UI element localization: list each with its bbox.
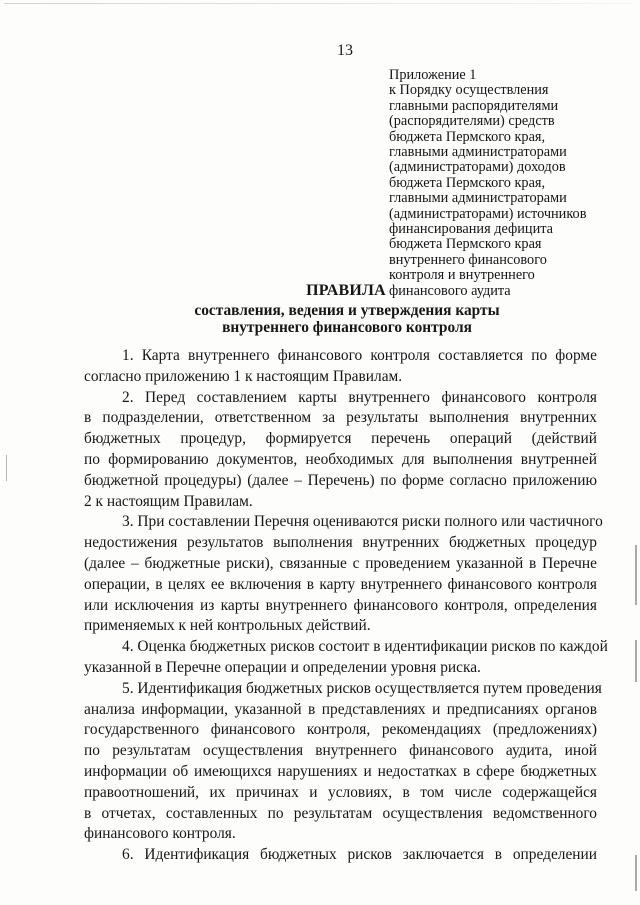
appendix-line: (администраторами) доходов bbox=[389, 159, 566, 176]
appendix-note bbox=[389, 68, 629, 299]
appendix-line: бюджета Пермского края, bbox=[389, 128, 546, 145]
paragraph-3 bbox=[84, 512, 603, 637]
paragraph-line: 2. Перед составлением карты внутреннего финансового контроля bbox=[122, 388, 597, 406]
paragraph-line: 6. Идентификация бюджетных рисков заключается в определении bbox=[122, 846, 597, 864]
scan-artifact-left-mark bbox=[6, 455, 7, 481]
paragraph-line: применяемых к ней контрольных действий. bbox=[84, 617, 371, 635]
paragraph-line: 2 к настоящим Правилам. bbox=[84, 492, 253, 510]
appendix-line: главными распорядителями bbox=[389, 97, 559, 114]
scan-artifact-top-line bbox=[4, 3, 632, 4]
appendix-line: к Порядку осуществления bbox=[389, 82, 549, 99]
paragraph-line: 3. При составлении Перечня оцениваются риски полного или частичного bbox=[122, 513, 603, 531]
page-number: 13 bbox=[337, 42, 353, 59]
rules-body bbox=[84, 346, 608, 866]
paragraph-line: 5. Идентификация бюджетных рисков осуществляется путем проведения bbox=[122, 679, 602, 697]
paragraph-line: анализа информации, указанной в представлениях и предписаниях органов bbox=[84, 700, 597, 718]
rules-subtitle-line: составления, ведения и утверждения карты bbox=[194, 302, 500, 319]
appendix-line: Приложение 1 bbox=[389, 67, 477, 83]
paragraph-line: в подразделении, ответственном за результаты выполнения внутренних bbox=[84, 409, 597, 427]
rules-title: ПРАВИЛА bbox=[306, 282, 386, 299]
paragraph-line: 4. Оценка бюджетных рисков состоит в идентификации рисков по каждой bbox=[122, 638, 608, 656]
appendix-line: главными администраторами bbox=[389, 190, 567, 207]
paragraph-2 bbox=[84, 388, 597, 513]
appendix-line: главными администраторами bbox=[389, 144, 567, 161]
rules-subtitle-line: внутреннего финансового контроля bbox=[222, 319, 472, 336]
paragraph-line: по формированию документов, необходимых для выполнения внутренней bbox=[84, 450, 597, 468]
paragraph-line: правоотношений, их причинах и условиях, в том числе содержащейся bbox=[84, 783, 597, 801]
paragraph-line: (далее – бюджетные риски), связанные с проведением указанной в Перечне bbox=[84, 554, 597, 572]
paragraph-line: по результатам осуществления внутреннего финансового аудита, иной bbox=[84, 742, 597, 760]
appendix-line: (администраторами) источников bbox=[389, 205, 587, 222]
appendix-line: бюджета Пермского края, bbox=[389, 174, 546, 191]
appendix-line: бюджета Пермского края bbox=[389, 236, 542, 253]
appendix-line: финансирования дефицита bbox=[389, 221, 553, 238]
paragraph-4 bbox=[84, 637, 608, 679]
scan-artifact-right-mark-3 bbox=[635, 855, 637, 891]
paragraph-line: в отчетах, составленных по результатам осуществления ведомственного bbox=[84, 804, 597, 822]
appendix-line: внутреннего финансового bbox=[389, 251, 547, 268]
scan-artifact-right-mark-2 bbox=[635, 640, 637, 682]
paragraph-line: указанной в Перечне операции и определении уровня риска. bbox=[84, 658, 481, 676]
paragraph-line: бюджетных процедур, формируется перечень операций (действий bbox=[84, 430, 597, 448]
paragraph-line: финансового контроля. bbox=[84, 825, 236, 843]
paragraph-6 bbox=[84, 845, 597, 866]
paragraph-line: недостижения результатов выполнения внутренних бюджетных процедур bbox=[84, 534, 597, 552]
paragraph-line: информации об имеющихся нарушениях и недостатках в сфере бюджетных bbox=[84, 762, 597, 780]
paragraph-line: согласно приложению 1 к настоящим Правилам. bbox=[84, 367, 403, 385]
paragraph-line: государственного финансового контроля, рекомендациях (предложениях) bbox=[84, 721, 597, 739]
paragraph-line: бюджетной процедуры) (далее – Перечень) по форме согласно приложению bbox=[84, 471, 597, 489]
paragraph-line: операции, в целях ее включения в карту внутреннего финансового контроля bbox=[84, 575, 597, 593]
paragraph-5 bbox=[84, 679, 602, 845]
appendix-line: финансового аудита bbox=[389, 282, 511, 299]
paragraph-line: или исключения из карты внутреннего финансового контроля, определения bbox=[84, 596, 597, 614]
rules-subtitle bbox=[0, 302, 640, 336]
scan-artifact-right-mark bbox=[635, 545, 637, 605]
appendix-line: контроля и внутреннего bbox=[389, 267, 535, 284]
paragraph-1 bbox=[84, 346, 597, 388]
appendix-line: (распорядителями) средств bbox=[389, 113, 555, 130]
paragraph-line: 1. Карта внутреннего финансового контроля составляется по форме bbox=[122, 347, 597, 364]
